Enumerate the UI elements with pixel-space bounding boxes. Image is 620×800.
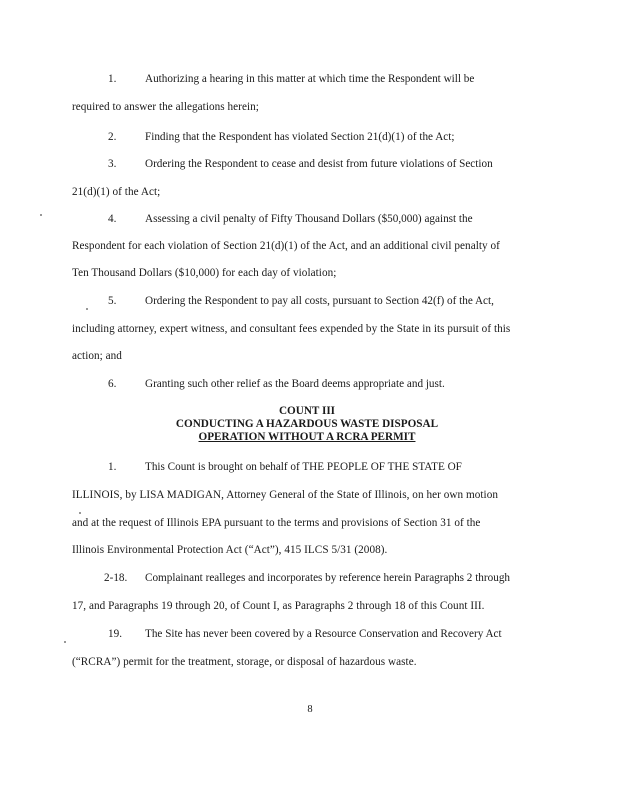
item-1-number: 1. xyxy=(108,73,117,85)
item-4-text: Assessing a civil penalty of Fifty Thousand Dollars ($50,000) against the xyxy=(145,213,473,225)
paragraph-1-line-4: Illinois Environmental Protection Act (“Act”), 415 ILCS 5/31 (2008). xyxy=(72,544,388,556)
item-4-continuation-2: Ten Thousand Dollars ($10,000) for each day of violation; xyxy=(72,267,337,279)
paragraph-19-number: 19. xyxy=(108,628,122,640)
item-2-text: Finding that the Respondent has violated Section 21(d)(1) of the Act; xyxy=(145,131,455,143)
item-3-text: Ordering the Respondent to cease and desist from future violations of Section xyxy=(145,158,493,170)
item-5-continuation-2: action; and xyxy=(72,350,122,362)
count-heading-title: COUNT III xyxy=(278,405,336,417)
scan-speck xyxy=(86,308,88,310)
item-2-number: 2. xyxy=(108,131,117,143)
paragraph-2-18-number: 2-18. xyxy=(104,572,128,584)
scan-speck xyxy=(64,641,66,643)
item-5-number: 5. xyxy=(108,295,117,307)
paragraph-1-line-1: This Count is brought on behalf of THE PEOPLE OF THE STATE OF xyxy=(145,461,462,473)
item-5-continuation-1: including attorney, expert witness, and consultant fees expended by the State in its pursuit of this xyxy=(72,323,511,335)
item-1-continuation: required to answer the allegations herein; xyxy=(72,101,259,113)
paragraph-2-18-line-1: Complainant realleges and incorporates by reference herein Paragraphs 2 through xyxy=(145,572,511,584)
item-6-text: Granting such other relief as the Board deems appropriate and just. xyxy=(145,378,445,390)
paragraph-2-18-line-2: 17, and Paragraphs 19 through 20, of Count I, as Paragraphs 2 through 18 of this Count III. xyxy=(72,600,485,612)
paragraph-19-line-2: (“RCRA”) permit for the treatment, storage, or disposal of hazardous waste. xyxy=(72,656,417,668)
item-1-text: Authorizing a hearing in this matter at which time the Respondent will be xyxy=(145,73,475,85)
item-5-text: Ordering the Respondent to pay all costs, pursuant to Section 42(f) of the Act, xyxy=(145,295,494,307)
paragraph-19-line-1: The Site has never been covered by a Resource Conservation and Recovery Act xyxy=(145,628,502,640)
item-3-continuation: 21(d)(1) of the Act; xyxy=(72,186,161,198)
count-heading-subtitle: CONDUCTING A HAZARDOUS WASTE DISPOSAL xyxy=(175,418,439,430)
paragraph-1-line-3: and at the request of Illinois EPA pursuant to the terms and provisions of Section 31 of the xyxy=(72,517,481,529)
paragraph-1-line-2: ILLINOIS, by LISA MADIGAN, Attorney General of the State of Illinois, on her own motion xyxy=(72,489,498,501)
scan-speck xyxy=(40,214,42,216)
item-4-continuation-1: Respondent for each violation of Section 21(d)(1) of the Act, and an additional civil penalty of xyxy=(72,240,500,252)
item-3-number: 3. xyxy=(108,158,117,170)
paragraph-1-number: 1. xyxy=(108,461,117,473)
page-number: 8 xyxy=(307,704,313,715)
scan-speck xyxy=(79,512,81,514)
item-4-number: 4. xyxy=(108,213,117,225)
count-heading-subtitle-underlined: OPERATION WITHOUT A RCRA PERMIT xyxy=(198,431,416,443)
item-6-number: 6. xyxy=(108,378,117,390)
